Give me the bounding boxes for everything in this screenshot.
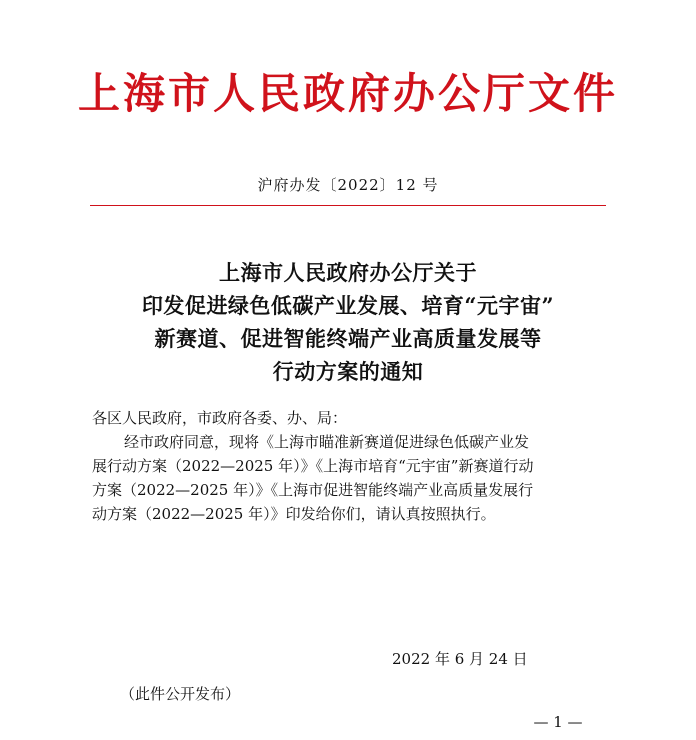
title-line: 上海市人民政府办公厅关于 — [219, 260, 477, 285]
body-line: 方案（2022—2025 年）》《上海市促进智能终端产业高质量发展行 — [92, 481, 534, 499]
release-note: （此件公开发布） — [120, 685, 241, 703]
red-divider-line — [90, 205, 606, 206]
document-number: 沪府办发〔2022〕12 号 — [257, 176, 439, 194]
salutation: 各区人民政府，市政府各委、办、局： — [92, 409, 348, 427]
document-masthead: 上海市人民政府办公厅文件 — [77, 69, 618, 118]
title-line: 行动方案的通知 — [272, 359, 424, 384]
title-line: 印发促进绿色低碳产业发展、培育“元宇宙” — [141, 293, 555, 318]
body-line: 动方案（2022—2025 年）》印发给你们，请认真按照执行。 — [92, 505, 496, 523]
page-number: — 1 — — [533, 713, 583, 731]
title-line: 新赛道、促进智能终端产业高质量发展等 — [154, 326, 542, 351]
document-title — [0, 256, 696, 388]
issue-date: 2022 年 6 月 24 日 — [392, 650, 528, 668]
body-line: 经市政府同意，现将《上海市瞄准新赛道促进绿色低碳产业发 — [124, 433, 530, 451]
body-line: 展行动方案（2022—2025 年）》《上海市培育“元宇宙”新赛道行动 — [92, 457, 534, 475]
